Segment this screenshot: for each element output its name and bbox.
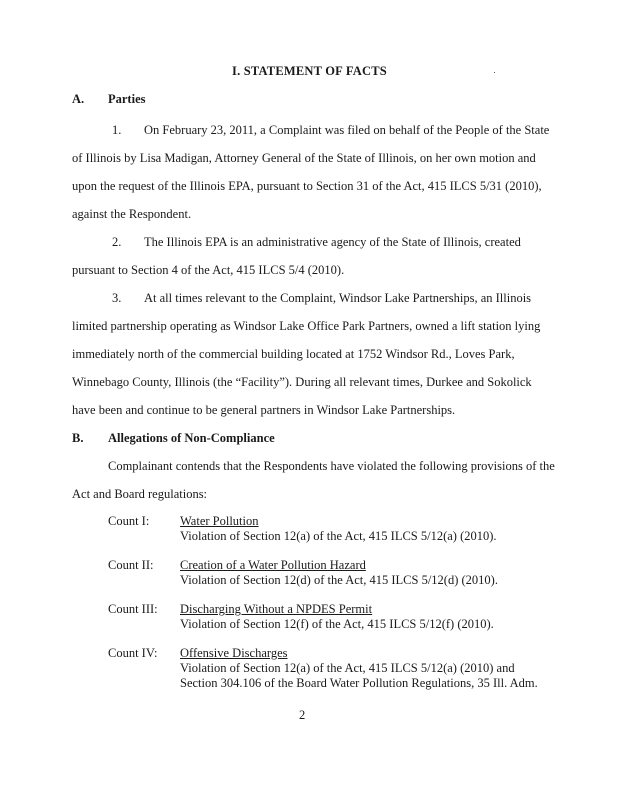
count-2-detail: Violation of Section 12(d) of the Act, 415 ILCS 5/12(d) (2010).	[180, 573, 498, 587]
para1-line-4: against the Respondent.	[72, 207, 192, 221]
scan-speck	[494, 72, 495, 73]
count-3-label: Count III:	[108, 602, 158, 616]
para1-line-3: upon the request of the Illinois EPA, pursuant to Section 31 of the Act, 415 ILCS 5/31 (2010),	[72, 179, 542, 193]
intro-line-2: Act and Board regulations:	[72, 487, 208, 501]
page-number: 2	[299, 708, 306, 722]
para3-line-1: At all times relevant to the Complaint, Windsor Lake Partnerships, an Illinois	[144, 291, 532, 305]
para1-line-2: of Illinois by Lisa Madigan, Attorney General of the State of Illinois, on her own motion and	[72, 151, 536, 165]
count-4-detail-2: Section 304.106 of the Board Water Pollution Regulations, 35 Ill. Adm.	[180, 676, 538, 690]
para3-line-3: immediately north of the commercial building located at 1752 Windsor Rd., Loves Park,	[72, 347, 515, 361]
count-2-title: Creation of a Water Pollution Hazard	[180, 558, 366, 572]
count-4-detail-1: Violation of Section 12(a) of the Act, 415 ILCS 5/12(a) (2010) and	[180, 661, 515, 675]
count-1-detail: Violation of Section 12(a) of the Act, 415 ILCS 5/12(a) (2010).	[180, 529, 497, 543]
para2-line-1: The Illinois EPA is an administrative agency of the State of Illinois, created	[144, 235, 521, 249]
para3-line-4: Winnebago County, Illinois (the “Facility”). During all relevant times, Durkee and Sokolick	[72, 375, 532, 389]
para1-line-1: On February 23, 2011, a Complaint was filed on behalf of the People of the State	[144, 123, 550, 137]
count-4-label: Count IV:	[108, 646, 158, 660]
para3-number: 3.	[112, 291, 122, 305]
section-a-heading: Parties	[108, 92, 146, 106]
statement-of-facts-heading: I. STATEMENT OF FACTS	[232, 64, 387, 78]
count-4-title: Offensive Discharges	[180, 646, 288, 660]
para2-line-2: pursuant to Section 4 of the Act, 415 ILCS 5/4 (2010).	[72, 263, 345, 277]
count-1-label: Count I:	[108, 514, 150, 528]
para2-number: 2.	[112, 235, 122, 249]
section-b-heading: Allegations of Non-Compliance	[108, 431, 275, 445]
count-1-title: Water Pollution	[180, 514, 259, 528]
para3-line-5: have been and continue to be general partners in Windsor Lake Partnerships.	[72, 403, 456, 417]
count-3-detail: Violation of Section 12(f) of the Act, 415 ILCS 5/12(f) (2010).	[180, 617, 494, 631]
count-2-label: Count II:	[108, 558, 154, 572]
para3-line-2: limited partnership operating as Windsor Lake Office Park Partners, owned a lift station lying	[72, 319, 541, 333]
count-3-title: Discharging Without a NPDES Permit	[180, 602, 373, 616]
para1-number: 1.	[112, 123, 122, 137]
section-b-letter: B.	[72, 431, 84, 445]
intro-line-1: Complainant contends that the Respondents have violated the following provisions of the	[108, 459, 555, 473]
section-a-letter: A.	[72, 92, 85, 106]
